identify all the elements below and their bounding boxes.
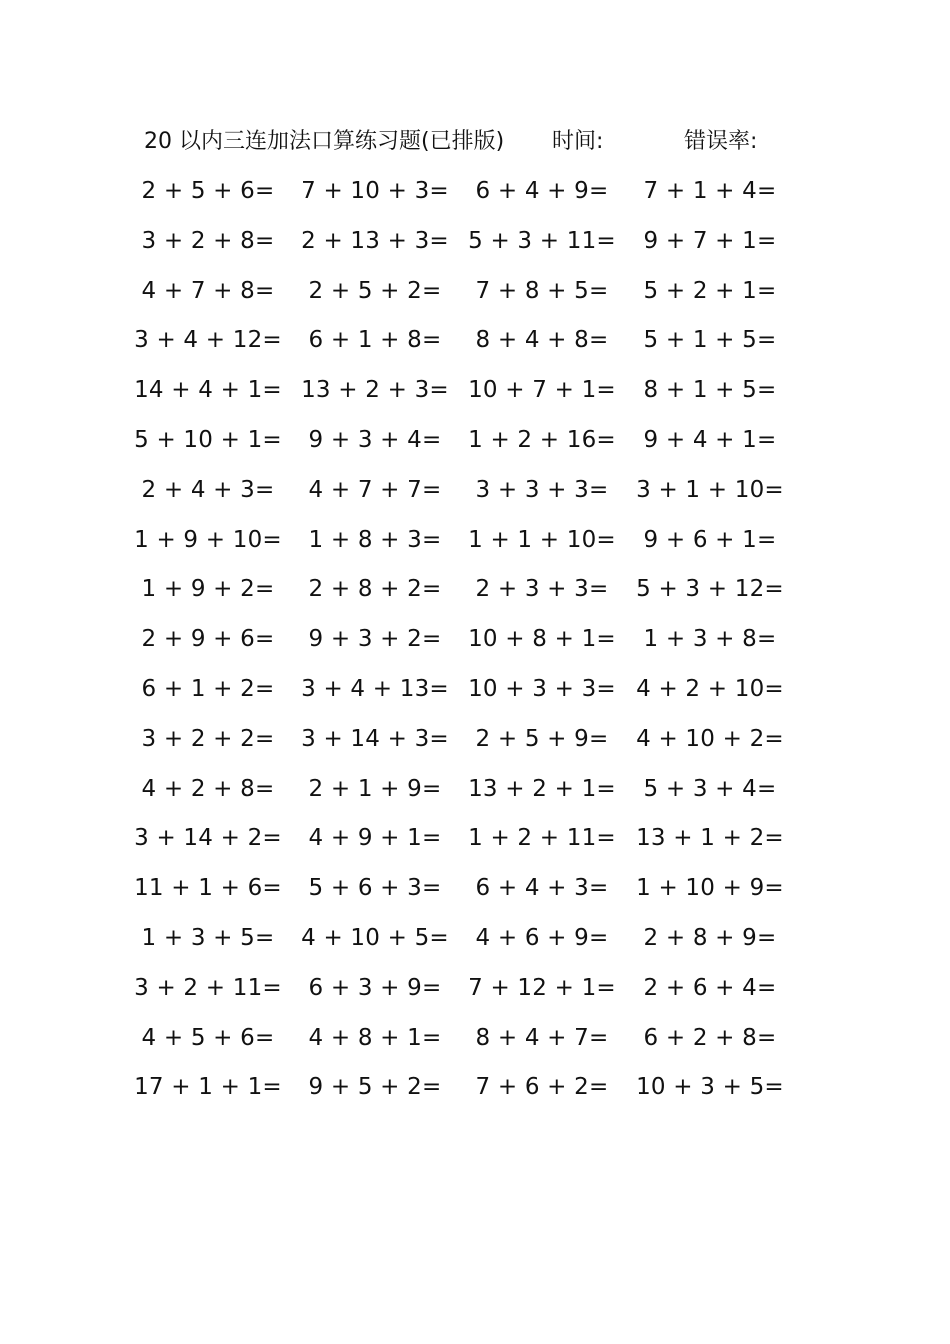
problem-item: 4 + 2 + 10=: [636, 675, 784, 702]
problem-row: [0, 915, 950, 965]
problem-item: 2 + 4 + 3=: [141, 476, 275, 503]
problem-row: [0, 616, 950, 666]
problem-item: 7 + 6 + 2=: [475, 1074, 609, 1101]
problem-item: 2 + 6 + 4=: [643, 974, 777, 1001]
problem-row: [0, 766, 950, 816]
problem-item: 6 + 4 + 9=: [475, 178, 609, 204]
problem-item: 13 + 2 + 1=: [468, 775, 616, 802]
problem-item: 5 + 1 + 5=: [643, 327, 777, 354]
problem-item: 4 + 6 + 9=: [475, 924, 609, 951]
problem-item: 4 + 9 + 1=: [308, 825, 442, 852]
error-rate-label: 错误率:: [684, 129, 758, 154]
problem-item: 1 + 3 + 5=: [141, 924, 275, 951]
problem-item: 11 + 1 + 6=: [134, 875, 282, 902]
problem-row: [0, 666, 950, 716]
problem-row: [0, 367, 950, 417]
problem-item: 10 + 3 + 3=: [468, 675, 616, 702]
problem-row: [0, 1064, 950, 1114]
problem-item: 5 + 3 + 4=: [643, 775, 777, 802]
problem-item: 10 + 8 + 1=: [468, 626, 616, 653]
problem-item: 1 + 8 + 3=: [308, 526, 442, 553]
problem-item: 9 + 4 + 1=: [643, 426, 777, 453]
problem-item: 8 + 4 + 7=: [475, 1024, 609, 1051]
problem-item: 9 + 3 + 4=: [308, 426, 442, 453]
worksheet-title: 20 以内三连加法口算练习题(已排版): [144, 129, 505, 154]
problem-item: 1 + 9 + 10=: [134, 526, 282, 553]
problem-item: 5 + 6 + 3=: [308, 875, 442, 902]
problem-row: [0, 1015, 950, 1065]
problem-row: [0, 268, 950, 318]
problem-item: 4 + 5 + 6=: [141, 1024, 275, 1051]
problem-row: [0, 218, 950, 268]
problem-item: 2 + 5 + 9=: [475, 725, 609, 752]
problem-item: 2 + 13 + 3=: [301, 227, 449, 254]
worksheet-header: [144, 124, 784, 160]
problem-item: 7 + 10 + 3=: [301, 178, 449, 204]
problem-item: 5 + 10 + 1=: [134, 426, 282, 453]
problem-item: 9 + 6 + 1=: [643, 526, 777, 553]
problem-item: 3 + 14 + 3=: [301, 725, 449, 752]
problem-row: [0, 865, 950, 915]
problem-item: 13 + 1 + 2=: [636, 825, 784, 852]
problem-item: 8 + 1 + 5=: [643, 377, 777, 404]
problem-item: 3 + 2 + 2=: [141, 725, 275, 752]
problem-item: 3 + 4 + 12=: [134, 327, 282, 354]
time-label: 时间:: [552, 129, 604, 154]
problem-item: 2 + 5 + 6=: [141, 178, 275, 204]
problem-item: 4 + 8 + 1=: [308, 1024, 442, 1051]
problem-item: 3 + 4 + 13=: [301, 675, 449, 702]
problem-item: 1 + 10 + 9=: [636, 875, 784, 902]
problem-item: 9 + 5 + 2=: [308, 1074, 442, 1101]
problem-item: 10 + 7 + 1=: [468, 377, 616, 404]
problem-row: [0, 467, 950, 517]
problem-item: 7 + 1 + 4=: [643, 178, 777, 204]
problem-item: 3 + 1 + 10=: [636, 476, 784, 503]
problem-item: 1 + 1 + 10=: [468, 526, 616, 553]
problem-item: 10 + 3 + 5=: [636, 1074, 784, 1101]
problem-item: 2 + 9 + 6=: [141, 626, 275, 653]
problem-item: 1 + 2 + 16=: [468, 426, 616, 453]
problem-row: [0, 965, 950, 1015]
problem-item: 5 + 3 + 11=: [468, 227, 616, 254]
problem-item: 6 + 2 + 8=: [643, 1024, 777, 1051]
problem-item: 7 + 8 + 5=: [475, 277, 609, 304]
problem-item: 1 + 2 + 11=: [468, 825, 616, 852]
problem-item: 5 + 2 + 1=: [643, 277, 777, 304]
problem-item: 9 + 3 + 2=: [308, 626, 442, 653]
problem-item: 4 + 7 + 8=: [141, 277, 275, 304]
problem-item: 13 + 2 + 3=: [301, 377, 449, 404]
problem-item: 6 + 3 + 9=: [308, 974, 442, 1001]
problem-item: 7 + 12 + 1=: [468, 974, 616, 1001]
problem-item: 4 + 7 + 7=: [308, 476, 442, 503]
problem-item: 4 + 10 + 5=: [301, 924, 449, 951]
problem-row: [0, 716, 950, 766]
problem-item: 8 + 4 + 8=: [475, 327, 609, 354]
problem-item: 6 + 4 + 3=: [475, 875, 609, 902]
problem-item: 6 + 1 + 8=: [308, 327, 442, 354]
problem-item: 1 + 3 + 8=: [643, 626, 777, 653]
problem-item: 3 + 3 + 3=: [475, 476, 609, 503]
problem-item: 2 + 5 + 2=: [308, 277, 442, 304]
problem-row: [0, 566, 950, 616]
problem-row: [0, 168, 950, 218]
problem-item: 3 + 2 + 11=: [134, 974, 282, 1001]
problem-item: 1 + 9 + 2=: [141, 576, 275, 603]
problem-item: 2 + 3 + 3=: [475, 576, 609, 603]
problem-row: [0, 417, 950, 467]
problem-row: [0, 815, 950, 865]
problem-item: 3 + 2 + 8=: [141, 227, 275, 254]
problem-item: 5 + 3 + 12=: [636, 576, 784, 603]
problem-item: 4 + 10 + 2=: [636, 725, 784, 752]
problem-item: 3 + 14 + 2=: [134, 825, 282, 852]
problem-item: 17 + 1 + 1=: [134, 1074, 282, 1101]
problem-item: 9 + 7 + 1=: [643, 227, 777, 254]
problem-grid: [0, 168, 950, 1114]
problem-item: 2 + 8 + 9=: [643, 924, 777, 951]
problem-row: [0, 517, 950, 567]
problem-item: 2 + 8 + 2=: [308, 576, 442, 603]
problem-row: [0, 317, 950, 367]
problem-item: 14 + 4 + 1=: [134, 377, 282, 404]
problem-item: 6 + 1 + 2=: [141, 675, 275, 702]
problem-item: 2 + 1 + 9=: [308, 775, 442, 802]
problem-item: 4 + 2 + 8=: [141, 775, 275, 802]
